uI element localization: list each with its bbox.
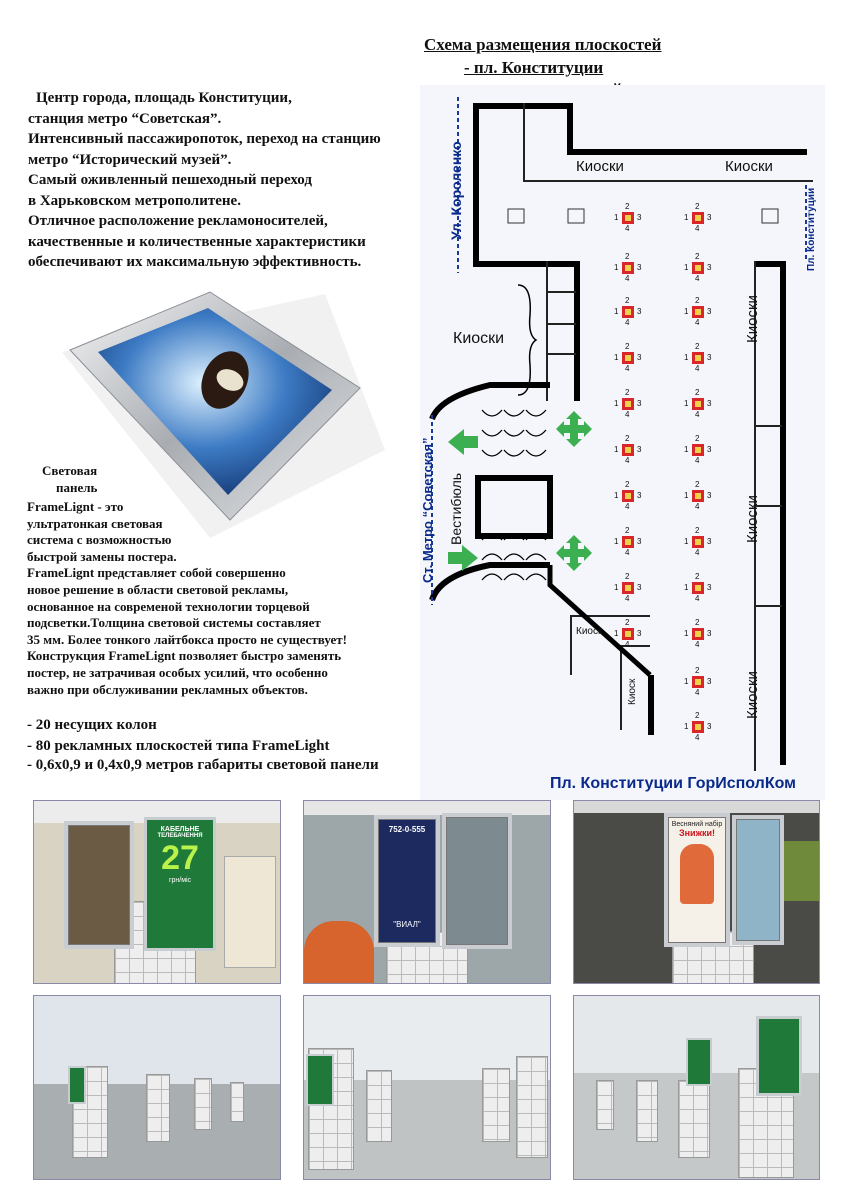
column-marker (683, 527, 713, 557)
face-label: 4 (695, 640, 700, 649)
face-label: 3 (637, 399, 642, 408)
face-label: 2 (625, 202, 630, 211)
kiosk-label: Киоски (744, 671, 761, 719)
face-label: 4 (695, 318, 700, 327)
photo-panel (442, 813, 512, 949)
face-label: 4 (625, 364, 630, 373)
column-icon (692, 582, 704, 594)
face-label: 3 (707, 722, 712, 731)
kiosk-label: Киоск (576, 626, 603, 637)
face-label: 1 (614, 353, 619, 362)
column-icon (622, 628, 634, 640)
kiosk-label: Киоск (627, 678, 638, 705)
face-label: 2 (695, 252, 700, 261)
face-label: 3 (637, 629, 642, 638)
column-icon (692, 536, 704, 548)
face-label: 1 (614, 629, 619, 638)
column-icon (692, 212, 704, 224)
metro-station-label: Ст. Метро “Советская” (420, 437, 435, 583)
face-label: 1 (684, 491, 689, 500)
column-marker (683, 203, 713, 233)
face-label: 2 (695, 666, 700, 675)
face-label: 3 (707, 629, 712, 638)
column-icon (692, 490, 704, 502)
column-marker (683, 389, 713, 419)
face-label: 4 (625, 456, 630, 465)
face-label: 4 (625, 410, 630, 419)
panel-description-line: новое решение в области световой рекламы, (27, 581, 289, 597)
photo-underpass-3 (573, 800, 820, 984)
header-line-2: - пл. Конституции (464, 58, 604, 77)
face-label: 2 (625, 252, 630, 261)
fact-item: - 0,6х0,9 и 0,4х0,9 метров габариты световой панели (27, 757, 379, 773)
column-marker (683, 435, 713, 465)
face-label: 3 (707, 353, 712, 362)
face-label: 4 (695, 364, 700, 373)
column-icon (692, 721, 704, 733)
column-icon (692, 676, 704, 688)
face-label: 3 (707, 583, 712, 592)
kiosk-label: Киоски (744, 495, 761, 543)
face-label: 4 (625, 274, 630, 283)
column-marker (613, 527, 643, 557)
column-marker (683, 297, 713, 327)
face-label: 2 (695, 480, 700, 489)
fact-item: - 20 несущих колон (27, 717, 157, 733)
face-label: 4 (625, 502, 630, 511)
panel-label (42, 462, 97, 496)
panel-label-line: Световая (42, 463, 98, 478)
kiosk-label: Киоски (744, 295, 761, 343)
square-label: Пл. Конституции (806, 187, 817, 271)
face-label: 4 (695, 502, 700, 511)
photo-panel (374, 815, 440, 947)
face-label: 2 (695, 711, 700, 720)
face-label: 4 (695, 274, 700, 283)
face-label: 2 (695, 572, 700, 581)
column-icon (622, 212, 634, 224)
face-label: 3 (637, 491, 642, 500)
column-icon (622, 444, 634, 456)
kiosk-label: Киоски (725, 158, 773, 175)
column-marker (613, 253, 643, 283)
column-icon (622, 262, 634, 274)
fact-item: - 80 рекламных плоскостей типа FrameLight (27, 738, 330, 754)
column-marker (613, 435, 643, 465)
face-label: 4 (625, 318, 630, 327)
face-label: 1 (684, 722, 689, 731)
face-label: 4 (695, 410, 700, 419)
face-label: 4 (695, 688, 700, 697)
face-label: 2 (625, 342, 630, 351)
panel-description-line: быстрой замены постера. (27, 548, 177, 564)
column-icon (692, 444, 704, 456)
face-label: 1 (614, 213, 619, 222)
photo-corridor-1 (33, 995, 281, 1180)
intro-line: метро “Исторический музей”. (28, 151, 232, 168)
face-label: 1 (614, 445, 619, 454)
photo-pillar (678, 1080, 710, 1158)
intro-text (28, 88, 381, 273)
column-marker (683, 481, 713, 511)
entry-arrow-icon (448, 429, 478, 455)
photo-panel-green (686, 1038, 712, 1086)
face-label: 3 (707, 263, 712, 272)
intro-line: Самый оживленный пешеходный переход (28, 172, 312, 188)
face-label: 1 (684, 307, 689, 316)
face-label: 1 (614, 491, 619, 500)
photo-corridor-2 (303, 995, 551, 1180)
photo-panel-green (306, 1054, 334, 1106)
face-label: 3 (637, 537, 642, 546)
facts-list (27, 716, 379, 775)
photo-underpass-1 (33, 800, 281, 984)
face-label: 2 (695, 526, 700, 535)
face-label: 1 (684, 445, 689, 454)
face-label: 1 (614, 399, 619, 408)
face-label: 4 (695, 456, 700, 465)
face-label: 4 (625, 548, 630, 557)
face-label: 4 (695, 548, 700, 557)
photo-pillar (194, 1078, 212, 1130)
panel-description-line: ультратонкая световая (27, 515, 163, 531)
column-icon (692, 262, 704, 274)
panel-description (27, 499, 347, 698)
panel-description-line: 35 мм. Более тонкого лайтбокса просто не существует! (27, 631, 347, 647)
column-icon (622, 306, 634, 318)
photo-panel (664, 813, 730, 947)
column-marker (683, 253, 713, 283)
photo-pillar (146, 1074, 170, 1142)
column-marker (683, 667, 713, 697)
face-label: 3 (637, 263, 642, 272)
vestibule-label: Вестибюль (448, 472, 464, 545)
face-label: 3 (707, 677, 712, 686)
face-label: 3 (637, 307, 642, 316)
face-label: 3 (707, 537, 712, 546)
column-icon (692, 398, 704, 410)
face-label: 1 (684, 629, 689, 638)
face-label: 3 (707, 399, 712, 408)
panel-text: "ВИАЛ" (393, 920, 421, 929)
face-label: 3 (707, 307, 712, 316)
column-marker (613, 619, 643, 649)
photo-pillar (596, 1080, 614, 1130)
face-label: 2 (625, 618, 630, 627)
face-label: 3 (637, 213, 642, 222)
face-label: 4 (625, 640, 630, 649)
face-label: 4 (695, 733, 700, 742)
face-label: 2 (625, 526, 630, 535)
face-label: 1 (684, 537, 689, 546)
intro-line: в Харьковском метрополитене. (28, 192, 241, 209)
photo-pillar (482, 1068, 510, 1142)
column-marker (683, 573, 713, 603)
face-label: 1 (614, 263, 619, 272)
face-label: 3 (637, 353, 642, 362)
header-line-1: Схема размещения плоскостей (424, 35, 662, 54)
face-label: 4 (695, 594, 700, 603)
face-label: 1 (684, 263, 689, 272)
column-marker (683, 619, 713, 649)
column-icon (692, 352, 704, 364)
street-korolenko-label: Ул. Короленко (448, 141, 464, 240)
column-marker (683, 712, 713, 742)
face-label: 3 (637, 445, 642, 454)
face-label: 2 (695, 296, 700, 305)
photo-panel-green (68, 1066, 86, 1104)
panel-label-line: панель (56, 480, 98, 495)
site-map (420, 85, 825, 800)
intro-line: станция метро “Советская”. (28, 110, 222, 127)
face-label: 1 (614, 537, 619, 546)
panel-description-line: основанное на современой технологии торцевой (27, 598, 310, 614)
column-icon (622, 352, 634, 364)
photo-panel (64, 821, 134, 949)
column-icon (692, 306, 704, 318)
face-label: 1 (614, 583, 619, 592)
panel-text: Весняний набір (671, 821, 723, 828)
photo-pillar (230, 1082, 244, 1122)
face-label: 3 (707, 491, 712, 500)
panel-text: 752-0-555 (388, 825, 426, 834)
photo-pillar (636, 1080, 658, 1142)
intro-line: обеспечивают их максимальную эффективность. (28, 254, 362, 270)
face-label: 2 (625, 480, 630, 489)
intro-line: Центр города, площадь Конституции, (36, 90, 292, 106)
photo-pillar (366, 1070, 392, 1142)
face-label: 1 (684, 677, 689, 686)
intro-line: Интенсивный пассажиропоток, переход на станцию (28, 131, 381, 147)
panel-description-line: FrameLignt представляет собой совершенно (27, 565, 286, 581)
face-label: 2 (625, 296, 630, 305)
face-label: 4 (625, 594, 630, 603)
photo-pillar (516, 1056, 548, 1158)
face-label: 1 (684, 399, 689, 408)
photo-panel-green (144, 817, 216, 951)
column-icon (622, 490, 634, 502)
column-marker (613, 203, 643, 233)
face-label: 4 (695, 224, 700, 233)
panel-description-line: FrameLignt - это (27, 499, 124, 514)
face-label: 2 (695, 434, 700, 443)
face-label: 1 (614, 307, 619, 316)
panel-text: ТЕЛЕБАЧЕННЯ (157, 833, 203, 839)
column-icon (622, 536, 634, 548)
face-label: 1 (684, 583, 689, 592)
column-marker (613, 481, 643, 511)
face-label: 2 (695, 618, 700, 627)
column-marker (683, 343, 713, 373)
face-label: 2 (625, 434, 630, 443)
intro-line: качественные и количественные характеристики (28, 233, 366, 250)
column-marker (613, 343, 643, 373)
face-label: 3 (707, 445, 712, 454)
panel-big-number: 27 (161, 839, 199, 877)
kiosk-label: Киоски (453, 330, 505, 347)
column-marker (613, 389, 643, 419)
photo-underpass-2 (303, 800, 551, 984)
face-label: 1 (684, 353, 689, 362)
panel-text: грн/міс (168, 877, 192, 884)
panel-description-line: важно при обслуживании рекламных объектов. (27, 681, 308, 697)
column-marker (613, 573, 643, 603)
panel-description-line: постер, не затрачивая особых усилий, что особенно (27, 664, 328, 680)
panel-text: КАБЕЛЬНЕ (160, 826, 200, 833)
face-label: 1 (684, 213, 689, 222)
intro-line: Отличное расположение рекламоносителей, (28, 213, 328, 229)
face-label: 2 (695, 388, 700, 397)
panel-text: Знижки! (678, 828, 716, 838)
panel-description-line: Конструкция FrameLignt позволяет быстро заменять (27, 648, 342, 664)
panel-description-line: подсветки.Толщина световой системы составляет (27, 615, 321, 631)
face-label: 2 (695, 202, 700, 211)
panel-description-line: система с возможностью (27, 532, 172, 548)
kiosk-label: Киоски (576, 158, 624, 175)
column-icon (622, 398, 634, 410)
column-icon (692, 628, 704, 640)
face-label: 2 (625, 388, 630, 397)
face-label: 2 (695, 342, 700, 351)
face-label: 3 (637, 583, 642, 592)
column-icon (622, 582, 634, 594)
face-label: 3 (707, 213, 712, 222)
face-label: 2 (625, 572, 630, 581)
photo-panel-green (756, 1016, 802, 1096)
face-label: 4 (625, 224, 630, 233)
photo-panel (732, 815, 784, 945)
photo-corridor-3 (573, 995, 820, 1180)
bottom-location-label: Пл. Конституции ГорИсполКом (550, 775, 796, 792)
column-marker (613, 297, 643, 327)
